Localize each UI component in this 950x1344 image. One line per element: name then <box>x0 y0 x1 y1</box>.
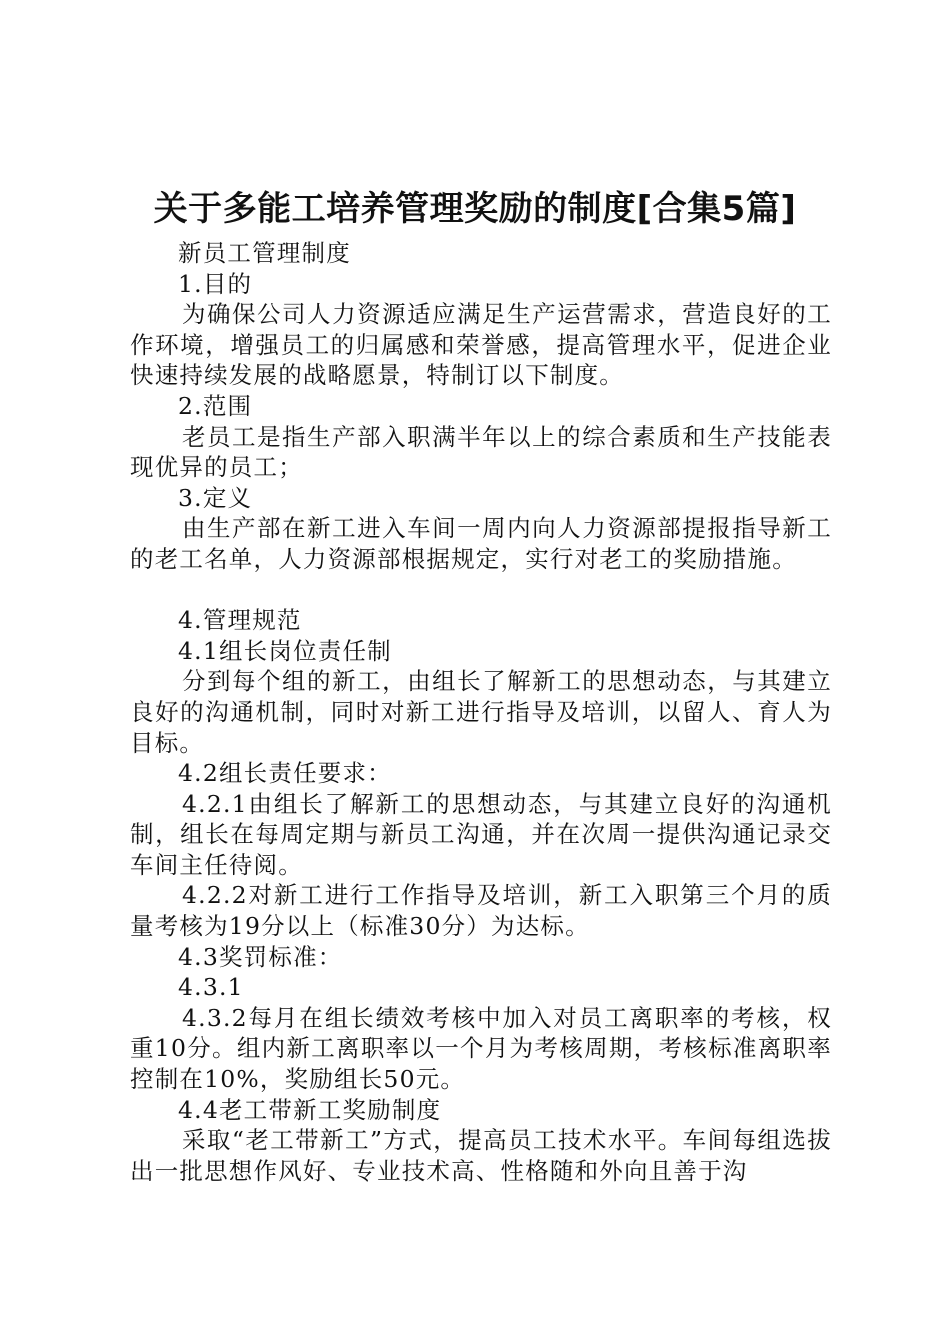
section-heading: 4.3奖罚标准： <box>178 942 343 971</box>
blank-line <box>130 575 832 606</box>
section-heading: 2.范围 <box>178 391 253 420</box>
section-heading: 4.管理规范 <box>178 606 302 635</box>
body-paragraph: 老员工是指生产部入职满半年以上的综合素质和生产技能表现优异的员工； <box>130 422 832 482</box>
body-paragraph: 分到每个组的新工，由组长了解新工的思想动态，与其建立良好的沟通机制，同时对新工进行指导及培训，以留人、育人为目标。 <box>130 667 832 757</box>
document-body <box>130 238 832 1186</box>
body-paragraph: 4.2.1由组长了解新工的思想动态，与其建立良好的沟通机制，组长在每周定期与新员工沟通，并在次周一提供沟通记录交车间主任待阅。 <box>130 789 832 879</box>
section-heading: 1.目的 <box>178 269 253 298</box>
section-heading: 4.1组长岗位责任制 <box>178 636 392 665</box>
section-heading: 4.4老工带新工奖励制度 <box>178 1095 442 1124</box>
body-paragraph: 由生产部在新工进入车间一周内向人力资源部提报指导新工的老工名单，人力资源部根据规定，实行对老工的奖励措施。 <box>130 514 832 573</box>
body-paragraph: 4.2.2对新工进行工作指导及培训，新工入职第三个月的质量考核为19分以上（标准30分）为达标。 <box>130 881 832 941</box>
section-heading: 4.2组长责任要求： <box>178 759 392 788</box>
body-paragraph: 4.3.2每月在组长绩效考核中加入对员工离职率的考核，权重10分。组内新工离职率以一个月为考核周期，考核标准离职率控制在10%，奖励组长50元。 <box>130 1003 832 1094</box>
section-heading: 3.定义 <box>178 483 253 512</box>
section-heading: 新员工管理制度 <box>178 239 351 267</box>
body-paragraph: 采取“老工带新工”方式，提高员工技术水平。车间每组选拔出一批思想作风好、专业技术高、性格随和外向且善于沟 <box>130 1126 832 1185</box>
body-paragraph: 为确保公司人力资源适应满足生产运营需求，营造良好的工作环境，增强员工的归属感和荣誉感，提高管理水平，促进企业快速持续发展的战略愿景，特制订以下制度。 <box>130 300 832 390</box>
document-title: 关于多能工培养管理奖励的制度[合集5篇] <box>153 189 797 229</box>
section-heading: 4.3.1 <box>178 973 244 1002</box>
